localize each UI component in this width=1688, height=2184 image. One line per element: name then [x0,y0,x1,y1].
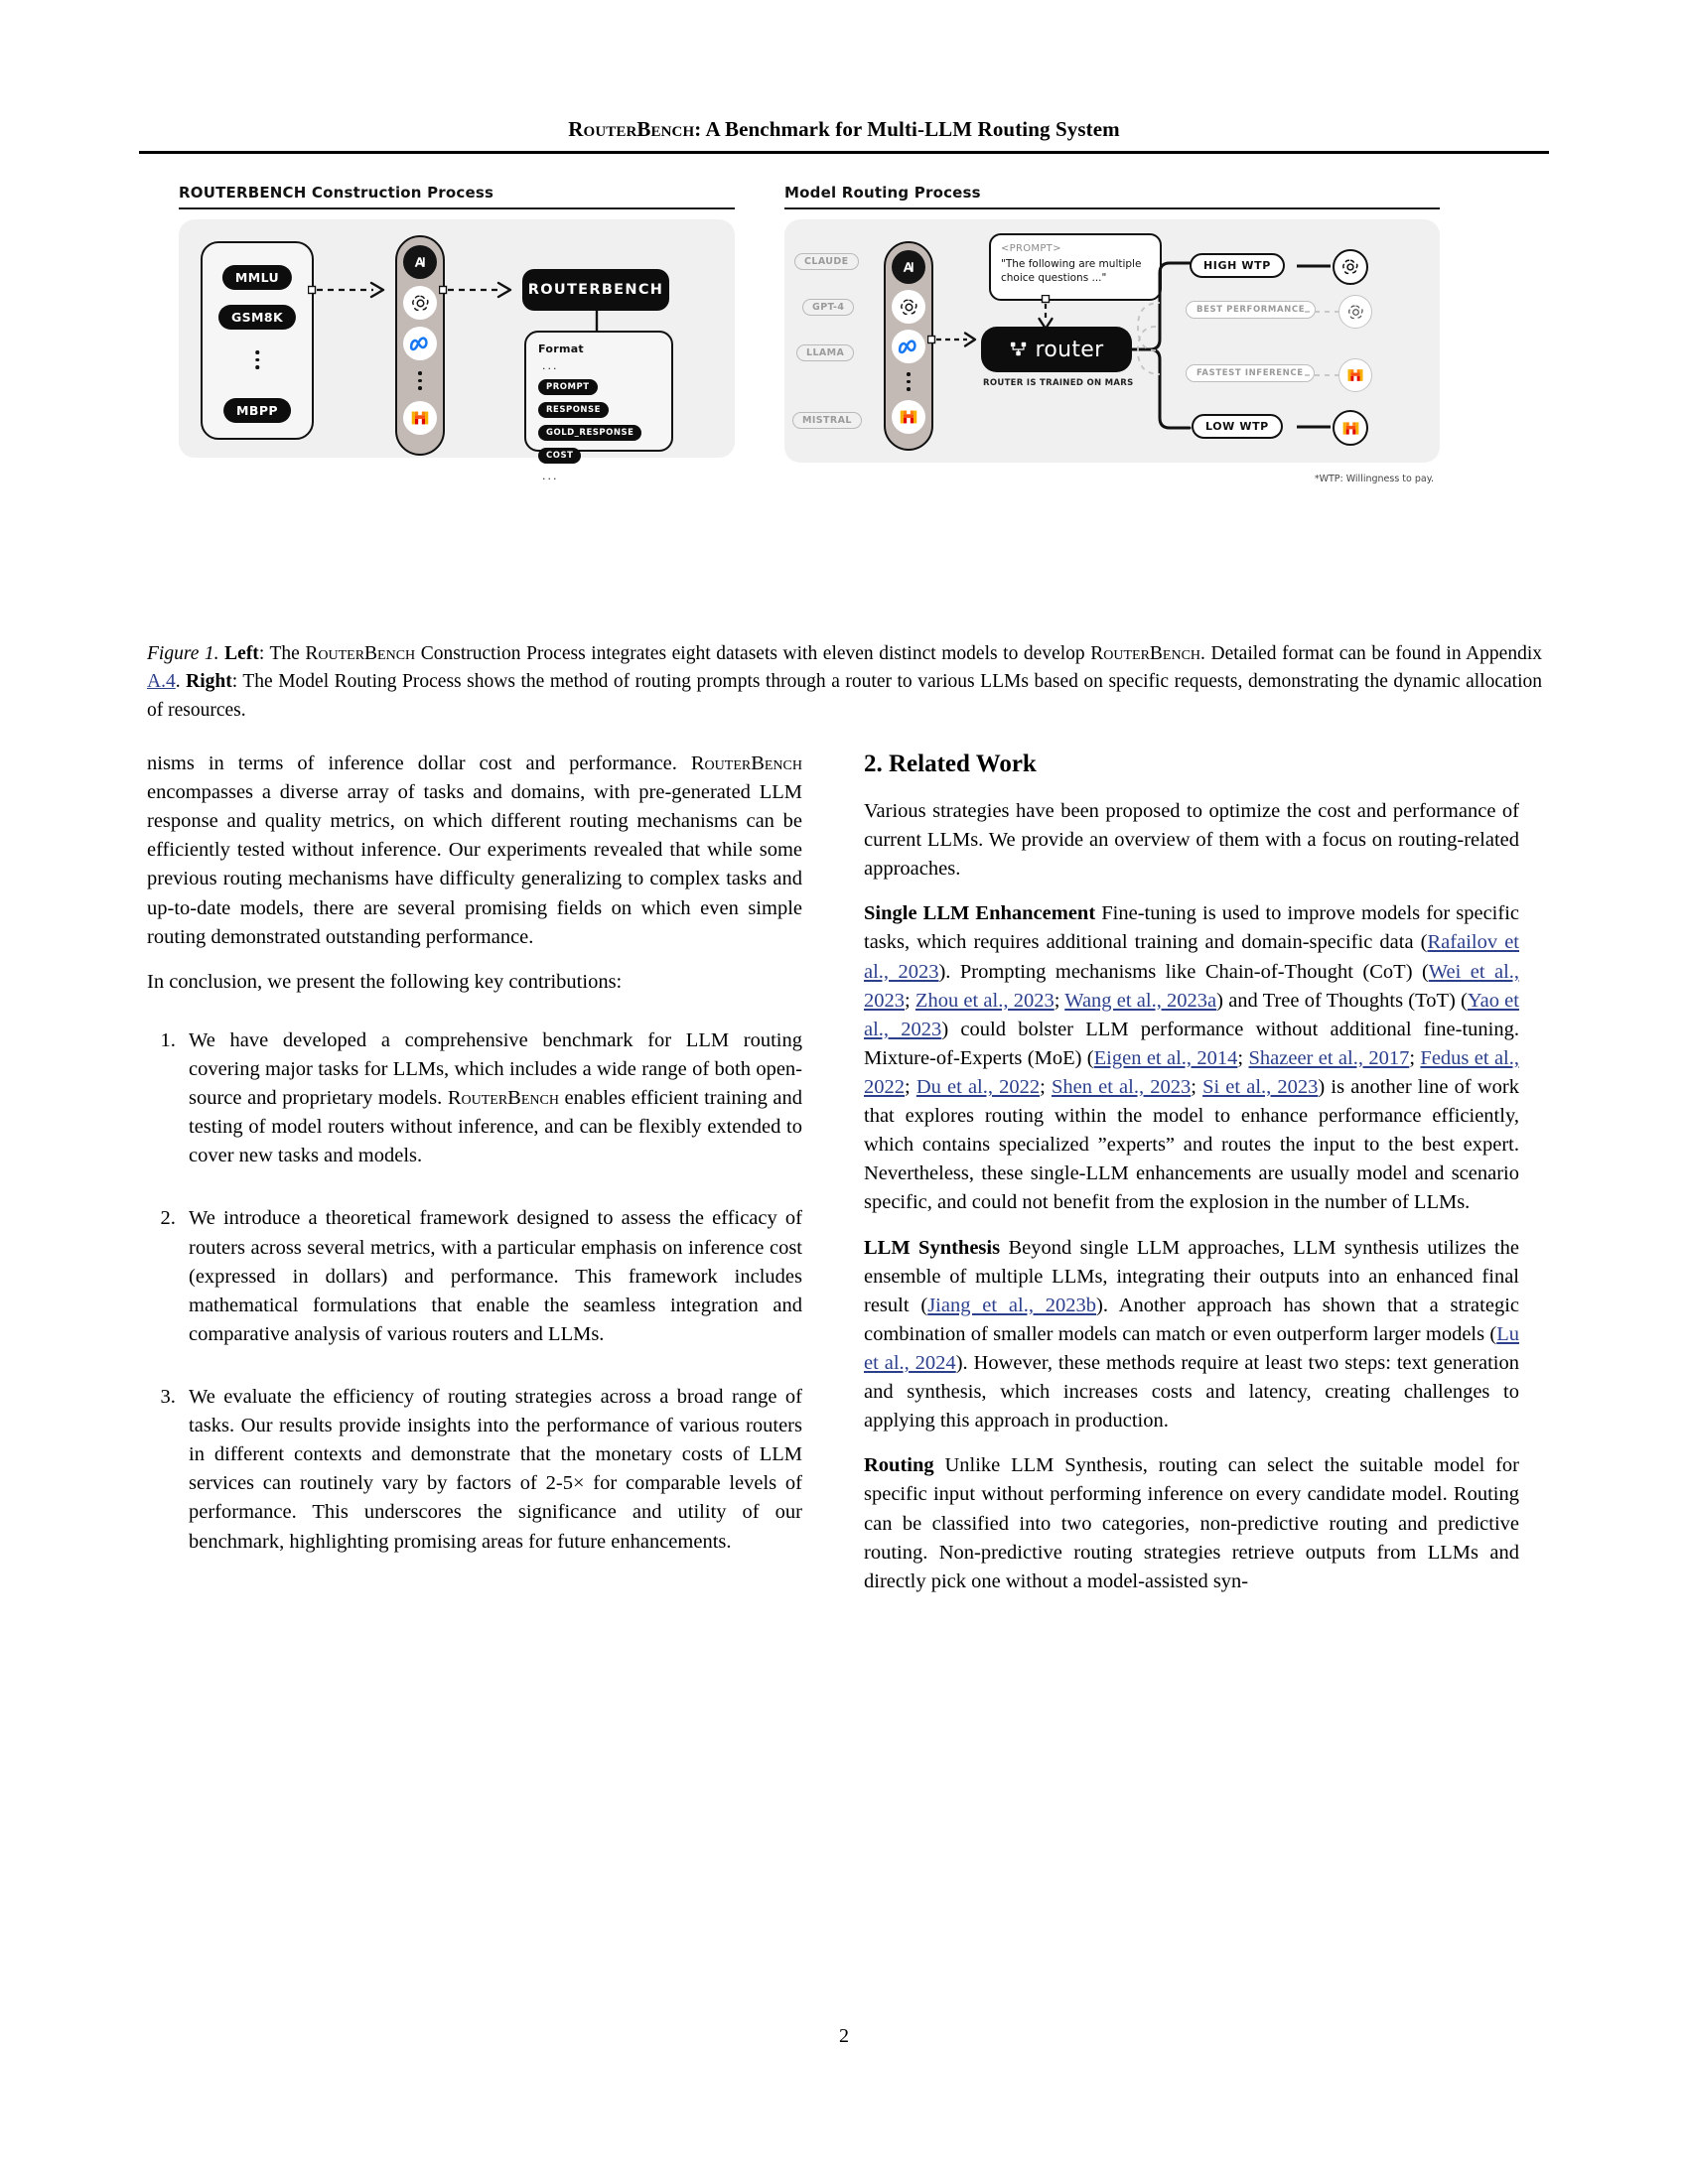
paragraph-single-llm-enhancement [864,899,1519,1217]
sl-t8: ; [1409,1046,1421,1069]
ls-t1: Beyond single LLM approaches, LLM synthesis utilizes the ensemble of multiple LLMs, integrating their outputs into an enhanced final result ( [864,1236,1519,1316]
running-header-subtitle: : A Benchmark for Multi-LLM Routing System [694,117,1120,141]
output-pill-fastest-inference: FASTEST INFERENCE [1186,364,1315,382]
routing-lead: Routing [864,1454,934,1477]
figure-left-panel [179,184,735,482]
router-node-icon [1010,341,1028,358]
item1-sc: RouterBench [447,1087,559,1110]
ls-t3: ). However, these methods require at least two steps: text generation and synthesis, which increases costs and latency, creating challenges to applying this approach in production. [864,1351,1519,1433]
openai-logo-icon [1333,249,1368,285]
ls-t2: ). Another approach has shown that a strategic combination of smaller models can match or even outperform larger models ( [864,1294,1519,1345]
format-box [524,331,673,482]
contribution-item-2: 2. We introduce a theoretical framework designed to assess the efficacy of routers across several metrics, with a particular emphasis on inference cost (expressed in dollars) and performance. This framework includes mathematical formulations that enable the seamless integration and comparative analysis of various routers and LLMs. [181,1204,802,1349]
item3-times: × [572,1472,585,1495]
paragraph-routing [864,1451,1519,1596]
single-llm-lead: Single LLM Enhancement [864,902,1096,925]
sl-t10: ; [1040,1075,1052,1098]
arrow-models-to-benchmark [439,281,518,299]
right-text-column [864,750,1519,1612]
paragraph-conclusion-lead: In conclusion, we present the following key contributions: [147,970,623,993]
citation-zhou-2023[interactable]: Zhou et al., 2023 [914,989,1055,1012]
mistral-logo-icon [403,401,437,435]
sl-t6: ) could bolster LLM performance without additional fine-tuning. Mixture-of-Experts (MoE) ( [864,1018,1520,1069]
citation-shen-2023[interactable]: Shen et al., 2023 [1051,1075,1192,1098]
item1-a: We have developed a comprehensive benchmark for LLM routing covering major tasks for LLMs, which includes a wide range of both open-source and proprietary models. [189,1028,802,1110]
routerbench-box: ROUTERBENCH [522,269,669,311]
right-panel-rule [784,207,1440,209]
page-number: 2 [839,2025,849,2047]
arrow-models-to-router [927,331,981,348]
left-panel-title: ROUTERBENCH Construction Process [179,184,494,202]
connector-lowwtp-to-logo [1297,425,1331,429]
connector-bestperf-to-logo [1305,310,1338,314]
right-panel-body [784,219,1440,484]
router-label: router [1035,337,1104,362]
mistral-logo-icon [892,400,925,434]
sl-t1: Fine-tuning is used to improve models for specific tasks, which requires additional training and domain-specific data ( [864,902,1519,954]
output-pill-best-performance: BEST PERFORMANCE [1186,301,1316,319]
openai-logo-icon [1338,295,1372,329]
dataset-card [201,241,314,440]
rt-t1: Unlike LLM Synthesis, routing can select the suitable model for specific input without performing inference on every candidate model. Routing can be classified into two categories, non-predictive routing and predictive routing. Non-predictive routing strategies retrieve outputs from LLMs and directly pick one without a model-assisted syn- [864,1454,1519,1592]
mistral-logo-icon [1338,358,1372,392]
model-tag-mistral: MISTRAL [792,412,862,429]
caption-part4: . [175,671,187,693]
sl-t5: ) and Tree of Thoughts (ToT) ( [1216,989,1468,1012]
citation-yao-2023[interactable]: Yao et al., 2023 [864,989,1519,1040]
running-header-title: RouterBench [568,117,695,141]
llm-synthesis-lead: LLM Synthesis [864,1236,1001,1259]
item3-b: for comparable levels of performance. This underscores the significance and utility of our benchmark, highlighting promising areas for future enhancements. [189,1472,802,1553]
format-field-prompt: PROMPT [538,379,598,395]
header-rule [139,151,1549,154]
connector-highwtp-to-logo [1297,264,1331,268]
format-leading-dots: ... [542,359,559,372]
caption-part3: . Detailed format can be found in Appendix [1200,643,1543,664]
meta-logo-icon [403,327,437,360]
figure-right-panel [784,184,1440,484]
arrow-datasets-to-models [308,281,391,299]
contribution-item-3 [181,1383,802,1557]
connector-benchmark-to-format [594,311,600,333]
format-title: Format [538,342,584,355]
sl-t11: ; [1191,1075,1203,1098]
sl-t7: ; [1237,1046,1249,1069]
dataset-ellipsis [255,350,259,369]
format-trailing-dots: ... [542,470,559,482]
citation-lu-2024[interactable]: Lu et al., 2024 [864,1322,1519,1374]
format-field-cost: COST [538,448,581,464]
caption-part5: : The Model Routing Process shows the method of routing prompts through a router to various LLMs based on specific requests, demonstrating the dynamic allocation of resources. [147,671,1542,721]
sl-t12: ) is another line of work that explores routing within the model to enhance performance efficiently, which contains specialized ”experts” and routes the input to the best expert. Nevertheless, these single-LLM enhancements are usually model and scenario specific, and could not benefit from the explosion in the number of LLMs. [864,1075,1520,1214]
sl-t9: ; [905,1075,916,1098]
connector-fastest-to-logo [1305,373,1338,377]
paragraph-intro [147,750,802,952]
caption-part2: Construction Process integrates eight datasets with eleven distinct models to develop [415,643,1091,664]
format-field-gold-response: GOLD_RESPONSE [538,425,641,441]
router-training-note: ROUTER IS TRAINED ON MARS [983,378,1134,388]
related-work-intro: Various strategies have been proposed to optimize the cost and performance of current LLMs. We provide an overview of them with a focus on routing-related approaches. [864,800,1519,881]
model-ellipsis-left [418,371,422,390]
caption-part1: : The [258,643,306,664]
item3-a: We evaluate the efficiency of routing strategies across a broad range of tasks. Our results provide insights into the performance of various routers in different contexts and demonstrate that the monetary costs of LLM services can routinely vary by factors of 2-5 [189,1385,802,1495]
openai-logo-icon [892,290,925,324]
anthropic-logo-icon [403,245,437,279]
caption-bold-left: Left [224,643,259,664]
figure-label: Figure 1. [147,643,219,664]
sl-t2: ). Prompting mechanisms like Chain-of-Thought (CoT) ( [938,960,1429,983]
output-pill-low-wtp: LOW WTP [1192,414,1283,439]
sl-t3: ; [905,989,915,1012]
model-tag-llama: LLAMA [796,344,854,361]
running-header [139,117,1549,142]
dataset-pill-gsm8k: GSM8K [218,305,296,330]
openai-logo-icon [403,286,437,320]
model-capsule-right [884,241,933,451]
left-text-column [147,750,802,1590]
right-panel-title: Model Routing Process [784,184,981,202]
item1-b: enables efficient training and testing of model routers without inference, and can be flexibly extended to cover new tasks and models. [189,1087,803,1167]
model-ellipsis-right [907,372,911,391]
prompt-tag-label: <PROMPT> [1001,243,1061,254]
citation-wei-2023[interactable]: Wei et al., 2023 [864,960,1520,1012]
citation-shazeer-2017[interactable]: Shazeer et al., 2017 [1248,1046,1410,1069]
sl-t4: ; [1054,989,1065,1012]
meta-logo-icon [892,330,925,363]
arrow-prompt-to-router [1037,295,1055,331]
format-field-response: RESPONSE [538,402,609,418]
citation-wang-2023a[interactable]: Wang et al., 2023a [1064,989,1217,1012]
wtp-footnote: *WTP: Willingness to pay. [1314,474,1434,484]
para1-b: encompasses a diverse array of tasks and domains, with pre-generated LLM response and quality metrics, on which different routing mechanisms can be efficiently tested without inference. Our experiments revealed that while some previous routing mechanisms have difficulty generalizing to complex tasks and up-to-date models, there are several promising fields on which even simple routing demonstrated outstanding performance. [147,781,802,948]
anthropic-logo-icon [892,250,925,284]
model-capsule-left [395,235,445,456]
contribution-item-1 [181,1026,802,1171]
output-pill-high-wtp: HIGH WTP [1190,253,1285,278]
mistral-logo-icon [1333,410,1368,446]
router-ghost-connectors [1134,279,1194,398]
appendix-link[interactable]: A.4 [147,671,176,693]
citation-fedus-2022[interactable]: Fedus et al., 2022 [864,1046,1519,1098]
dataset-pill-mmlu: MMLU [222,265,292,290]
caption-bold-right: Right [186,671,232,693]
paragraph-llm-synthesis [864,1234,1519,1436]
dataset-pill-mbpp: MBPP [223,398,291,423]
left-panel-rule [179,207,735,209]
left-panel-body [179,219,735,482]
figure-caption [147,640,1542,725]
para1-sc: RouterBench [690,752,802,774]
router-box [981,327,1132,372]
section-heading-related-work: 2. Related Work [864,751,1037,777]
citation-eigen-2014[interactable]: Eigen et al., 2014 [1093,1046,1238,1069]
figure-1 [139,184,1549,606]
model-tag-claude: CLAUDE [794,253,859,270]
contributions-list [147,1026,802,1557]
caption-sc1: RouterBench [305,643,416,664]
prompt-text: "The following are multiple choice questions ..." [1001,258,1142,285]
citation-jiang-2023b[interactable]: Jiang et al., 2023b [927,1294,1097,1316]
citation-si-2023[interactable]: Si et al., 2023 [1202,1075,1319,1098]
model-tag-gpt4: GPT-4 [802,299,854,316]
citation-rafailov-2023[interactable]: Rafailov et al., 2023 [864,931,1519,983]
citation-du-2022[interactable]: Du et al., 2022 [915,1075,1041,1098]
para1-a: nisms in terms of inference dollar cost and performance. [147,752,691,774]
caption-sc2: RouterBench [1090,643,1201,664]
